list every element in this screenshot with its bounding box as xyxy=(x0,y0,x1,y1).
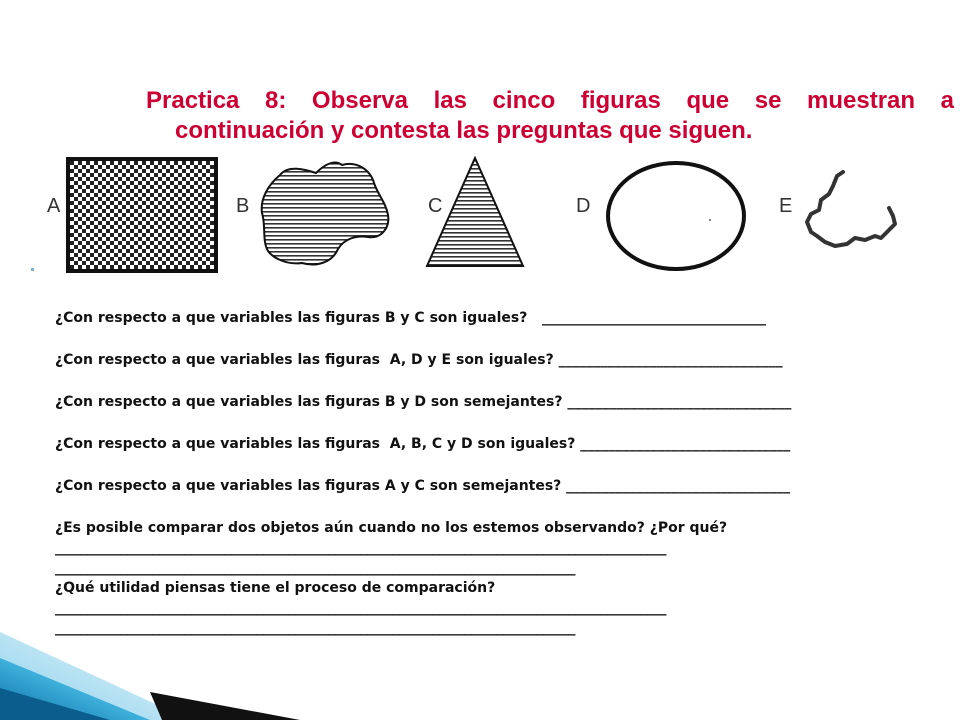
bullet-dot xyxy=(31,268,34,271)
title-line-1: Practica 8: Observa las cinco figuras que se muestran a xyxy=(146,87,954,114)
striped-triangle-icon xyxy=(424,156,526,268)
answer-line: ______________________________________________________________________________________________ xyxy=(55,540,666,556)
figures-row xyxy=(0,150,960,280)
irregular-striped-blob-icon xyxy=(258,155,393,270)
question-2: ¿Con respecto a que variables las figuras A, D y E son iguales? ________________________________ xyxy=(55,352,783,368)
question-6: ¿Es posible comparar dos objetos aún cuando no los estemos observando? ¿Por qué? xyxy=(55,520,728,536)
answer-line: ______________________________________________________________________________________________ xyxy=(55,600,666,616)
figure-b-label: B xyxy=(236,195,250,217)
figure-a-label: A xyxy=(47,195,61,217)
answer-line: ________________________________________________________________________________ xyxy=(55,560,575,576)
curved-line-icon xyxy=(795,164,915,264)
decorative-swoosh xyxy=(0,570,300,720)
question-5: ¿Con respecto a que variables las figuras A y C son semejantes? ________________________________ xyxy=(55,478,791,494)
figure-c-label: C xyxy=(428,195,443,217)
checkerboard-square-icon xyxy=(66,157,218,273)
answer-line: ________________________________________________________________________________ xyxy=(55,620,575,636)
figure-d-label: D xyxy=(576,195,591,217)
figure-e-label: E xyxy=(779,195,793,217)
circle-outline-icon xyxy=(603,158,749,274)
question-3: ¿Con respecto a que variables las figuras B y D son semejantes? ________________________________ xyxy=(55,394,792,410)
question-7: ¿Qué utilidad piensas tiene el proceso de comparación? xyxy=(55,580,496,596)
question-1: ¿Con respecto a que variables las figuras B y C son iguales? ________________________________ xyxy=(55,310,766,326)
title-line-2: continuación y contesta las preguntas que siguen. xyxy=(175,117,753,144)
question-4: ¿Con respecto a que variables las figuras A, B, C y D son iguales? ______________________________ xyxy=(55,436,791,452)
page-title xyxy=(146,86,954,146)
